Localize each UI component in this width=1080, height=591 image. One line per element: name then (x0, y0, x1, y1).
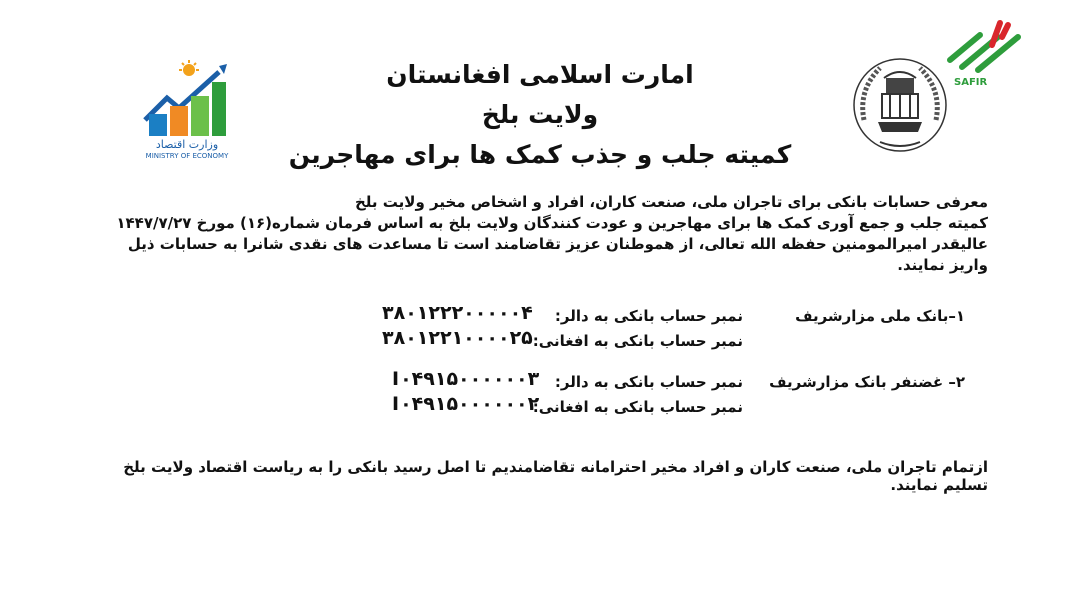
afn-account-number: I۰۴۹۱۵۰۰۰۰۰۰۲ (392, 393, 540, 415)
svg-text:وزارت اقتصاد: وزارت اقتصاد (155, 138, 219, 151)
intro-line: عالیقدر امیرالمومنین حفظه الله تعالی، از هموطنان عزیز تقاضامند است تا مساعدت های نقدی شانرا به حسابات ذیل واریز نمایند. (127, 235, 988, 274)
usd-account-label: نمبر حساب بانکی به دالر: (554, 373, 743, 391)
bank-name: ۱–بانک ملی مزارشریف (795, 307, 965, 325)
header-province: ولایت بلخ (481, 100, 599, 129)
afn-account-label: نمبر حساب بانکی به افغانی: (532, 332, 743, 350)
usd-account-number: I۰۴۹۱۵۰۰۰۰۰۰۳ (392, 368, 540, 390)
usd-account-label: نمبر حساب بانکی به دالر: (554, 307, 743, 325)
intro-paragraph (108, 192, 988, 276)
afn-account-number: ۳۸۰۱۲۲۱۰۰۰۰۲۵ (382, 327, 533, 349)
usd-account-number: ۳۸۰۱۲۲۲۰۰۰۰۰۴ (382, 302, 533, 324)
intro-line: معرفی حسابات بانکی برای تاجران ملی، صنعت کاران، افراد و اشخاص مخیر ولایت بلخ (355, 193, 988, 211)
intro-line: کمیته جلب و جمع آوری کمک ها برای مهاجرین و عودت کنندگان ولایت بلخ به اساس فرمان شماره(۱۶) مورخ ۱۴۴۷/۷/۲۷ (116, 214, 988, 232)
afn-account-label: نمبر حساب بانکی به افغانی: (532, 398, 743, 416)
svg-text:SAFIR: SAFIR (954, 77, 988, 88)
footer-note: ازتمام تاجران ملی، صنعت کاران و افراد مخیر احترامانه تقاضامندیم تا اصل رسید بانکی را به ریاست اقتصاد ولایت بلخ تسلیم نمایند. (123, 458, 988, 494)
svg-text:MINISTRY OF ECONOMY: MINISTRY OF ECONOMY (145, 152, 229, 160)
header-committee: کمیته جلب و جذب کمک ها برای مهاجرین (288, 140, 792, 169)
document-header (0, 55, 1080, 175)
bank-name: ۲– غضنفر بانک مزارشریف (769, 373, 965, 391)
header-country: امارت اسلامی افغانستان (386, 60, 694, 89)
